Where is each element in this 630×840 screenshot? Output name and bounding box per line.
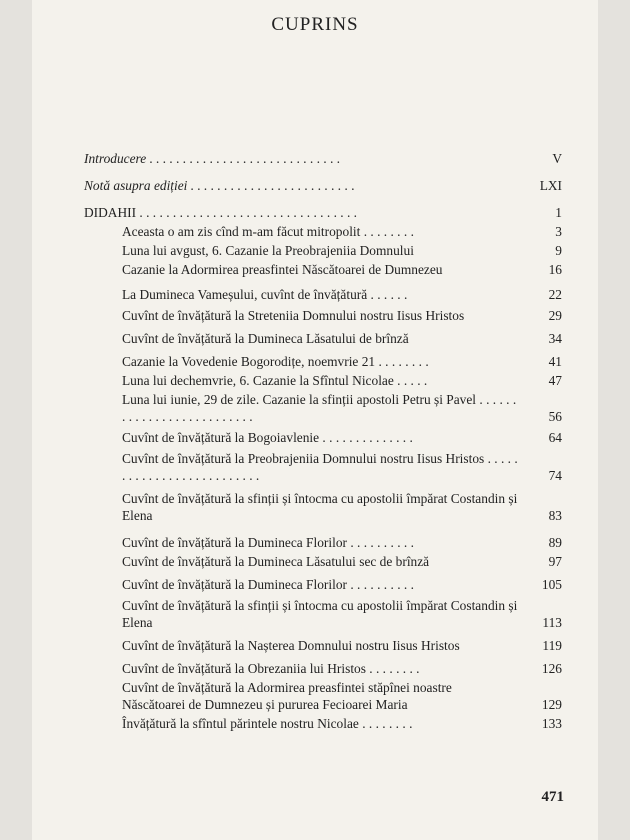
toc-entry: [84, 715, 562, 732]
toc-entry-title: Cuvînt de învățătură la Bogoiavlenie . . . . . . . . . . . . . .: [122, 430, 413, 445]
table-of-contents: [84, 150, 562, 732]
toc-entry-title: DIDAHII . . . . . . . . . . . . . . . . . . . . . . . . . . . . . . . . .: [84, 205, 358, 220]
toc-entry-title: Cuvînt de învățătură la sfinții și întocma cu apostolii împărat Costandin și Elena: [122, 598, 518, 630]
toc-entry-title: Cuvînt de învățătură la Adormirea preasfintei stăpînei noastre Născătoarei de Dumnezeu și pururea Fecioarei Maria: [122, 680, 452, 712]
toc-entry-title: Luna lui avgust, 6. Cazanie la Preobrajeniia Domnului: [122, 243, 414, 258]
toc-entry: [84, 177, 562, 194]
toc-entry-title: Luna lui iunie, 29 de zile. Cazanie la sfinții apostoli Petru și Pavel . . . . . . . . . . . . . . . . . . . . . . . . . .: [122, 392, 517, 424]
toc-entry: [84, 450, 562, 484]
toc-entry: [84, 429, 562, 446]
book-page: [32, 0, 598, 840]
toc-entry-page: 83: [548, 508, 562, 523]
toc-entry-page: 133: [541, 716, 562, 731]
toc-entry: [84, 553, 562, 570]
toc-entry: [84, 286, 562, 303]
toc-entry-title: Cuvînt de învățătură la Preobrajeniia Domnului nostru Iisus Hristos . . . . . . . . . . . . . . . . . . . . . . . . . .: [122, 451, 518, 483]
toc-entry: [84, 534, 562, 551]
toc-entry-page: 34: [548, 331, 562, 346]
toc-entry-page: 3: [555, 224, 562, 239]
toc-entry-title: Aceasta o am zis cînd m-am făcut mitropolit . . . . . . . .: [122, 224, 414, 239]
toc-entry-title: Cazanie la Adormirea preasfintei Născătoarei de Dumnezeu: [122, 262, 443, 277]
toc-entry: [84, 679, 562, 713]
toc-entry: [84, 353, 562, 370]
toc-entry: [84, 204, 562, 221]
toc-entry-page: 41: [548, 354, 562, 369]
toc-entry: [84, 597, 562, 631]
toc-entry-page: 1: [555, 205, 562, 220]
toc-entry-title: Cuvînt de învățătură la Dumineca Florilor . . . . . . . . . .: [122, 535, 414, 550]
toc-entry-page: 74: [548, 468, 562, 483]
toc-entry-page: 29: [548, 308, 562, 323]
toc-entry-title: Notă asupra ediției . . . . . . . . . . . . . . . . . . . . . . . . .: [84, 178, 355, 193]
toc-entry-page: 89: [548, 535, 562, 550]
toc-entry-title: Luna lui dechemvrie, 6. Cazanie la Sfîntul Nicolae . . . . .: [122, 373, 428, 388]
toc-entry-title: La Dumineca Vameșului, cuvînt de învățătură . . . . . .: [122, 287, 408, 302]
toc-entry: [84, 261, 562, 278]
toc-entry-title: Cuvînt de învățătură la Dumineca Lăsatului de brînză: [122, 331, 409, 346]
toc-entry-page: 97: [548, 554, 562, 569]
toc-entry-page: 22: [548, 287, 562, 302]
toc-entry: [84, 307, 562, 324]
toc-entry-page: 113: [542, 615, 562, 630]
toc-entry-page: V: [552, 151, 562, 166]
toc-entry-title: Introducere . . . . . . . . . . . . . . . . . . . . . . . . . . . . .: [84, 151, 341, 166]
toc-entry-page: 119: [542, 638, 562, 653]
toc-entry: [84, 637, 562, 654]
toc-entry: [84, 330, 562, 347]
toc-entry-page: 126: [541, 661, 562, 676]
toc-entry: [84, 576, 562, 593]
toc-entry-title: Cuvînt de învățătură la Streteniia Domnului nostru Iisus Hristos: [122, 308, 465, 323]
toc-entry: [84, 372, 562, 389]
toc-entry-page: 47: [548, 373, 562, 388]
toc-entry-page: 16: [548, 262, 562, 277]
toc-entry: [84, 660, 562, 677]
toc-entry: [84, 150, 562, 167]
toc-entry-title: Cazanie la Vovedenie Bogorodițe, noemvrie 21 . . . . . . . .: [122, 354, 429, 369]
toc-entry-page: 105: [541, 577, 562, 592]
toc-entry-page: 129: [541, 697, 562, 712]
page-title: CUPRINS: [271, 14, 359, 35]
toc-entry-title: Cuvînt de învățătură la Dumineca Lăsatului sec de brînză: [122, 554, 430, 569]
toc-entry: [84, 242, 562, 259]
toc-entry-page: 64: [548, 430, 562, 445]
toc-entry-title: Cuvînt de învățătură la Nașterea Domnului nostru Iisus Hristos: [122, 638, 460, 653]
toc-entry-page: 56: [548, 409, 562, 424]
toc-entry-page: LXI: [539, 178, 562, 193]
toc-entry: [84, 223, 562, 240]
toc-entry-title: Cuvînt de învățătură la Obrezaniia lui Hristos . . . . . . . .: [122, 661, 420, 676]
page-number: 471: [541, 789, 564, 805]
toc-entry: [84, 391, 562, 425]
toc-entry-page: 9: [555, 243, 562, 258]
toc-entry-title: Cuvînt de învățătură la Dumineca Florilor . . . . . . . . . .: [122, 577, 414, 592]
toc-entry-title: Cuvînt de învățătură la sfinții și întocma cu apostolii împărat Costandin și Elena: [122, 491, 518, 523]
toc-entry: [84, 490, 562, 524]
toc-entry-title: Învățătură la sfîntul părintele nostru Nicolae . . . . . . . .: [122, 716, 413, 731]
